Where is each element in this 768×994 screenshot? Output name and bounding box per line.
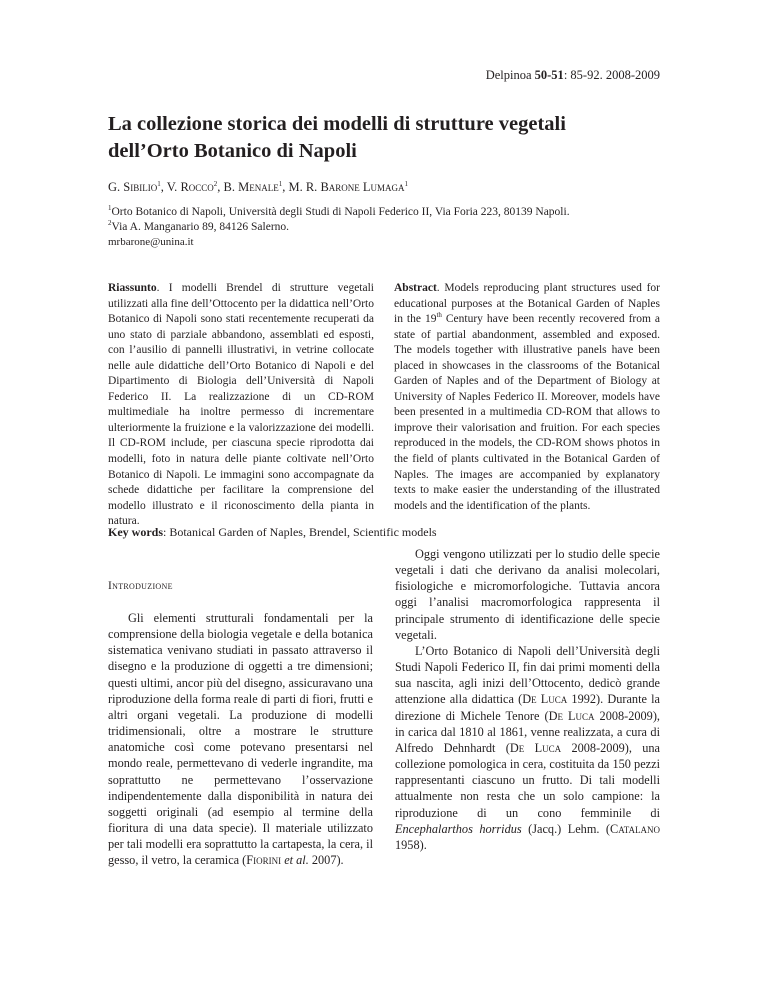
running-header: Delpinoa 50-51: 85-92. 2008-2009 (485, 68, 660, 82)
abstract-block: Abstract. Models reproducing plant structures used for educational purposes at the Botanical Garden of Naples in the 19th Century have been recently recovered from a state of partial abandonment, assembled and exposed. The models together with illustrative panels have been placed in showcases in the classrooms of the Botanical Garden of Naples and of the Department of Biology at University of Naples Federico II. Moreover, models have been presented in a multimedia CD-ROM that allows to improve their valorisation and fruition. For each species reproduced in the models, the CD-ROM shows photos in the field of plants cultivated in the Botanical Garden of Naples. The images are accompanied by explanatory texts to make easier the understanding of the illustrated models and the identification of the plants. (394, 282, 660, 512)
intro-left-column (108, 610, 373, 869)
riassunto-block (108, 281, 374, 530)
intro-paragraph-3: L’Orto Botanico di Napoli dell’Università degli Studi Napoli Federico II, fin dai primi momenti della sua nascita, agli inizi dell’Ottocento, dedicò grande attenzione alla didattica (De Luca 1992). Durante la direzione di Michele Tenore (De Luca 2008-2009), in carica dal 1810 al 1861, venne realizzata, a cura di Alfredo Dehnhardt (De Luca 2008-2009), una collezione pomologica in cera, costituita da 150 pezzi rappresentanti ciascuno un frutto. Di tali modelli attualmente non resta che un solo campione: la riproduzione di un cono femminile di Encephalarthos horridus (Jacq.) Lehm. (Catalano 1958). (395, 643, 661, 852)
riassunto-text: . I modelli Brendel di strutture vegetali utilizzati alla fine dell’Ottocento per la didattica nell’Orto Botanico di Napoli sono stati recentemente recuperati da uno stato di parziale abbandono, assemblati ed esposti, con l’ausilio di pannelli illustrativi, in vetrine collocate nelle aule didattiche dell’Orto Botanico di Napoli e del Dipartimento di Biologia dell’Università di Napoli Federico II. La realizzazione di un CD-ROM multimediale ha inoltre permesso di incrementare ulteriormente la fruizione e la valorizzazione dei modelli. Il CD-ROM include, per ciascuna specie riprodotta dai modelli, foto in natura delle piante coltivate nell’Orto Botanico di Napoli. Le immagini sono accompagnate da schede didattiche per facilitare la comprensione del modello illustrato e il riconoscimento della pianta in natura. (108, 282, 374, 528)
riassunto-label: Riassunto (108, 282, 157, 294)
corresponding-email[interactable]: mrbarone@unina.it (108, 236, 194, 248)
paper-title (108, 111, 668, 165)
author-list: G. Sibilio$^1$, V. Rocco$^2$, B. Menale$^1$, M. R. Barone Lumaga$^1$ (108, 180, 409, 194)
affiliation-1: $^1$Orto Botanico di Napoli, Università degli Studi di Napoli Federico II, Via Foria 223, 80139 Napoli. (108, 204, 570, 218)
affiliations (108, 205, 688, 250)
keywords-label: Key words (108, 525, 163, 539)
abstract-label: Abstract (394, 282, 437, 294)
title-line-1: La collezione storica dei modelli di strutture vegetali (108, 113, 566, 135)
affiliation-2: $^2$Via A. Manganario 89, 84126 Salerno. (108, 219, 290, 233)
section-heading: Introduzione (108, 580, 173, 592)
title-line-2: dell’Orto Botanico di Napoli (108, 140, 357, 162)
intro-paragraph-2: Oggi vengono utilizzati per lo studio delle specie vegetali i dati che derivano da analisi molecolari, fisiologiche e micromorfologiche. Tuttavia ancora oggi l’analisi macromorfologica rappresenta il principale strumento di identificazione delle specie vegetali. (395, 547, 660, 642)
intro-right-column (395, 546, 660, 853)
intro-paragraph-1: Gli elementi strutturali fondamentali per la comprensione della biologia vegetale e della botanica sistematica venivano studiati in passato attraverso il disegno e la produzione di oggetti a tre dimensioni; questi ultimi, ancor più del disegno, assicuravano una riproduzione della forma reale di parti di fiori, frutti e altri organi vegetali. La produzione di modelli tridimensionali, oltre a mostrare le strutture anatomiche così come potevano presentarsi nel mondo reale, permettevano di vederle ingrandite, ma soprattutto ne permettevano l’osservazione indipendentemente dalla disponibilità in natura dei soggetti originali (ad esempio al termine della fioritura di una data specie). Il materiale utilizzato per tali modelli era soprattutto la cartapesta, la cera, il gesso, il vetro, la ceramica (Fiorini et al. 2007). (108, 611, 373, 868)
keywords-line: Key words: Botanical Garden of Naples, Brendel, Scientific models (108, 525, 437, 539)
